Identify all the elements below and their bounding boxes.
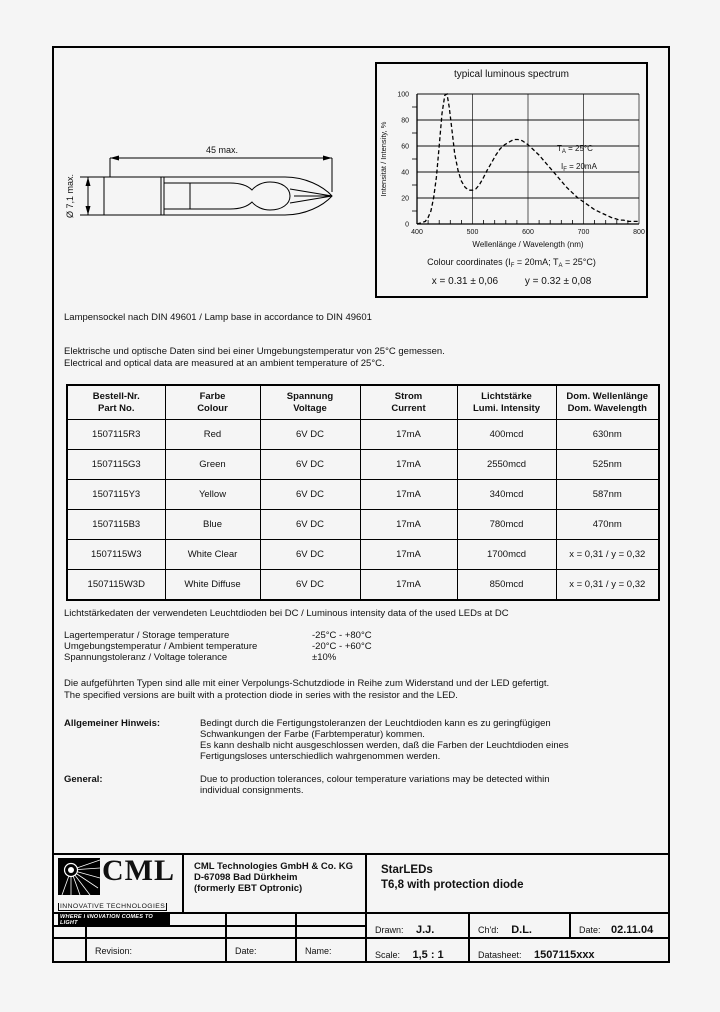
logo-cell (54, 853, 182, 926)
cml-logo-starburst (58, 858, 100, 895)
length-dimension-label: 45 max. (205, 145, 239, 155)
spectrum-plot (377, 80, 646, 240)
svg-text:0: 0 (405, 221, 409, 229)
measurement-note-de: Elektrische und optische Daten sind bei einer Umgebungstemperatur von 25°C gemessen. (64, 346, 445, 357)
spec-ambient-temperature: Umgebungstemperatur / Ambient temperature -20°C - +60°C (64, 641, 372, 652)
revision-label-cell: Revision: (85, 937, 225, 961)
spec-list (64, 630, 372, 663)
datasheet-frame (52, 46, 670, 963)
svg-text:500: 500 (466, 229, 479, 236)
revision-grid-cell (54, 912, 85, 925)
checked-value: D.L. (511, 924, 532, 936)
colour-coordinate-y: y = 0.32 ± 0,08 (524, 276, 592, 287)
product-title: StarLEDs (381, 864, 433, 876)
company-info-cell: CML Technologies GmbH & Co. KG D-67098 Bad Dürkheim (formerly EBT Optronic) (182, 853, 365, 912)
svg-text:40: 40 (401, 169, 409, 177)
svg-text:600: 600 (522, 229, 534, 236)
col-header-intensity: Lichtstärke Lumi. Intensity (457, 385, 556, 420)
table-row: 1507115R3 Red 6V DC 17mA 400mcd 630nm (67, 420, 659, 450)
colour-coordinates-line: Colour coordinates ($I_F = 20mA$; $T_A = 25^\circ C$) (427, 257, 596, 269)
luminous-spectrum-chart (375, 62, 648, 298)
date-value: 02.11.04 (610, 924, 654, 936)
col-header-part-no: Bestell-Nr. Part No. (67, 385, 165, 420)
measurement-note-en: Electrical and optical data are measured at an ambient temperature of 25°C. (64, 358, 385, 369)
svg-text:100: 100 (397, 91, 409, 99)
chart-title: typical luminous spectrum (453, 69, 570, 80)
logo-slogan: WHERE INNOVATION COMES TO LIGHT (58, 913, 170, 927)
chart-xlabel: Wellenlänge / Wavelength (nm) (472, 240, 584, 249)
hinweis-text: Bedingt durch die Fertigungstoleranzen der Leuchtdioden kann es zu geringfügigen Schwankungen der Farbe (Farbtemperatur) kommen. Es kann deshalb nicht ausgeschlossen werden, daß die Farben der Leuchtdioden eines Fertigungsloses unterschiedlich wahrgenommen werden. (200, 718, 569, 762)
table-row: 1507115W3 White Clear 6V DC 17mA 1700mcd x = 0,31 / y = 0,32 (67, 540, 659, 570)
diode-note-de: Die aufgeführten Typen sind alle mit einer Verpolungs-Schutzdiode in Reihe zum Widerstand und der LED gefertigt. (64, 678, 550, 689)
hinweis-label: Allgemeiner Hinweis: (64, 718, 161, 729)
chart-annotation-temperature: $T_A = 25^\circ C$ (557, 144, 593, 155)
datasheet-cell: Datasheet: 1507115xxx (468, 937, 668, 961)
lamp-technical-drawing (62, 136, 352, 244)
col-header-current: Strom Current (360, 385, 457, 420)
revision-name-cell: Name: (295, 937, 365, 961)
table-row: 1507115Y3 Yellow 6V DC 17mA 340mcd 587nm (67, 480, 659, 510)
svg-text:400: 400 (411, 229, 423, 236)
product-subtitle: T6,8 with protection diode (381, 879, 524, 891)
diode-note-en: The specified versions are built with a protection diode in series with the resistor and the LED. (64, 690, 458, 701)
table-row: 1507115B3 Blue 6V DC 17mA 780mcd 470nm (67, 510, 659, 540)
revision-grid-cell (295, 912, 365, 925)
scale-value: 1,5 : 1 (412, 949, 444, 961)
colour-coordinate-x: x = 0.31 ± 0,06 (431, 276, 499, 287)
datasheet-value: 1507115xxx (533, 949, 595, 961)
revision-grid-cell (295, 925, 365, 937)
product-title-cell (365, 853, 668, 912)
chart-annotation-current: $I_F = 20mA$ (561, 162, 597, 173)
revision-grid-cell (85, 912, 225, 925)
revision-index-cell (54, 937, 85, 961)
diameter-dimension-label: Ø 7,1 max. (65, 173, 75, 219)
revision-grid-cell (225, 912, 295, 925)
cml-logo-text: CML (102, 854, 175, 887)
logo-tagline: INNOVATIVE TECHNOLOGIES (60, 903, 166, 910)
svg-text:Intensität / Intensity, %: Intensität / Intensity, % (379, 121, 388, 197)
table-row: 1507115W3D White Diffuse 6V DC 17mA 850mcd x = 0,31 / y = 0,32 (67, 570, 659, 601)
col-header-colour: Farbe Colour (165, 385, 260, 420)
general-text: Due to production tolerances, colour temperature variations may be detected within individual consignments. (200, 774, 550, 796)
svg-text:700: 700 (577, 229, 590, 236)
revision-grid-cell (54, 925, 85, 937)
checked-cell: Ch'd: D.L. (468, 912, 569, 937)
drawn-value: J.J. (415, 924, 435, 936)
colour-coordinates-values (377, 276, 646, 287)
svg-text:80: 80 (401, 117, 409, 125)
revision-grid-cell (85, 925, 225, 937)
scale-cell: Scale: 1,5 : 1 (365, 937, 468, 961)
spec-voltage-tolerance: Spannungstoleranz / Voltage tolerance ±10% (64, 652, 337, 663)
col-header-wavelength: Dom. Wellenlänge Dom. Wavelength (556, 385, 659, 420)
svg-text:60: 60 (401, 143, 409, 151)
revision-date-cell: Date: (225, 937, 295, 961)
general-label: General: (64, 774, 103, 785)
spec-storage-temperature: Lagertemperatur / Storage temperature -25°C - +80°C (64, 630, 372, 641)
intensity-note: Lichtstärkedaten der verwendeten Leuchtdioden bei DC / Luminous intensity data of the used LEDs at DC (64, 608, 509, 619)
svg-text:20: 20 (401, 195, 409, 203)
svg-text:800: 800 (633, 229, 645, 236)
date-cell: Date: 02.11.04 (569, 912, 668, 937)
revision-grid-cell (225, 925, 295, 937)
table-row: 1507115G3 Green 6V DC 17mA 2550mcd 525nm (67, 450, 659, 480)
din-base-note: Lampensockel nach DIN 49601 / Lamp base in accordance to DIN 49601 (64, 312, 372, 323)
drawn-cell: Drawn: J.J. (365, 912, 468, 937)
table-header-row (67, 385, 659, 420)
led-data-table (66, 384, 660, 601)
col-header-voltage: Spannung Voltage (260, 385, 360, 420)
